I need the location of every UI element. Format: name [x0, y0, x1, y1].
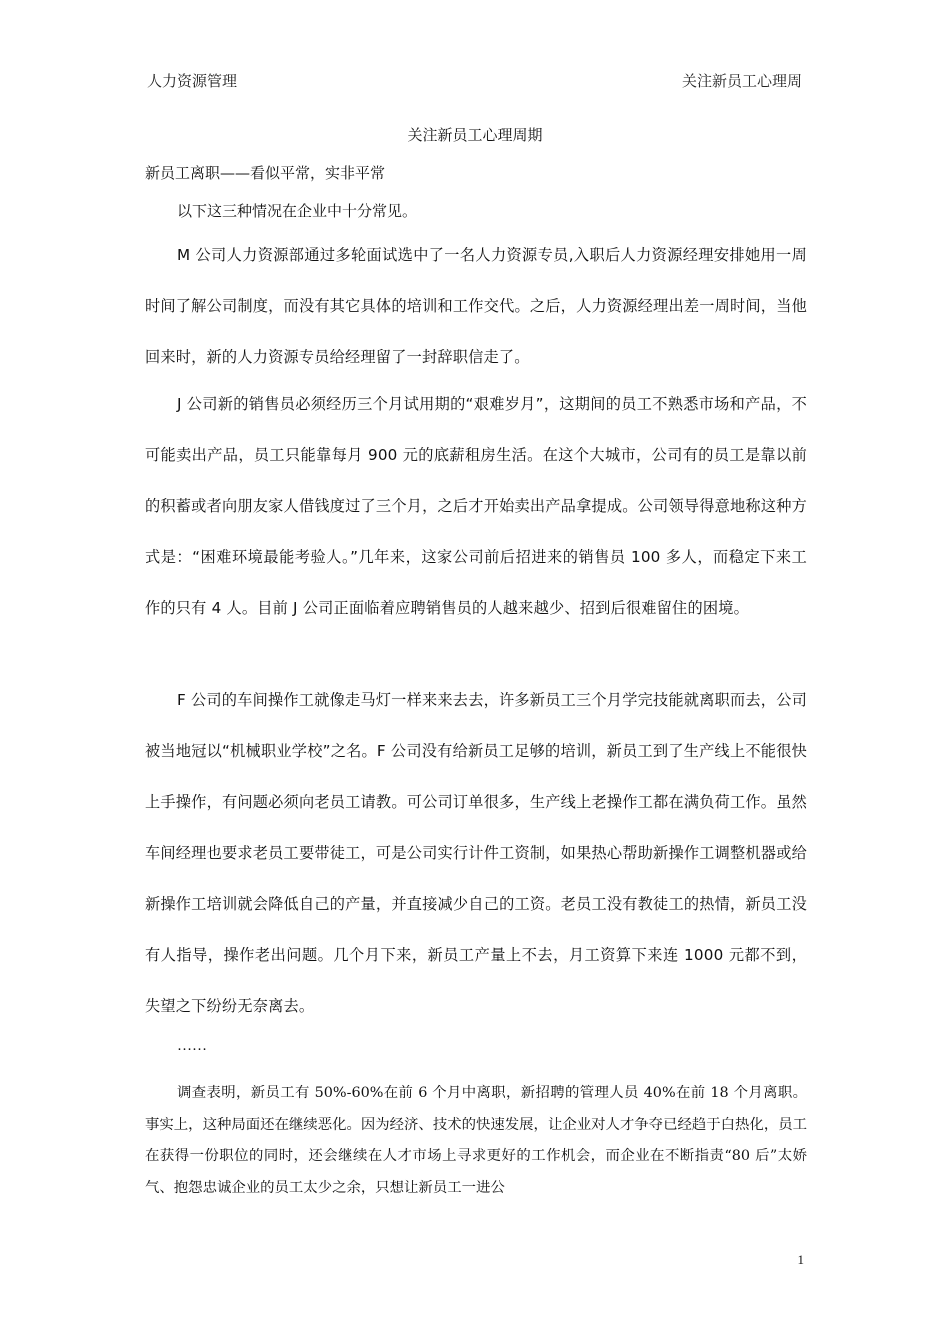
page-number: 1	[797, 1252, 804, 1267]
doc-subtitle: 新员工离职——看似平常，实非平常	[145, 164, 386, 182]
doc-title: 关注新员工心理周期	[407, 126, 543, 144]
header-right: 关注新员工心理周	[681, 72, 802, 90]
ellipsis: ……	[177, 1038, 207, 1054]
paragraph-case-m: M 公司人力资源部通过多轮面试选中了一名人力资源专员,入职后人力资源经理安排她用一周时间了解公司制度，而没有其它具体的培训和工作交代。之后，人力资源经理出差一周时间，当他回来时，新的人力资源专员给经理留了一封辞职信走了。	[145, 246, 807, 366]
paragraph-case-f: F 公司的车间操作工就像走马灯一样来来去去，许多新员工三个月学完技能就离职而去，公司被当地冠以“机械职业学校”之名。F 公司没有给新员工足够的培训，新员工到了生产线上不能很快上手操作，有问题必须向老员工请教。可公司订单很多，生产线上老操作工都在满负荷工作。虽然车间经理也要求老员工要带徒工，可是公司实行计件工资制，如果热心帮助新操作工调整机器或给新操作工培训就会降低自己的产量，并直接减少自己的工资。老员工没有教徒工的热情，新员工没有人指导，操作老出问题。几个月下来，新员工产量上不去，月工资算下来连 1000 元都不到，失望之下纷纷无奈离去。	[145, 691, 807, 1015]
header-left: 人力资源管理	[147, 72, 238, 90]
paragraph-case-j: J 公司新的销售员必须经历三个月试用期的“艰难岁月”，这期间的员工不熟悉市场和产品，不可能卖出产品，员工只能靠每月 900 元的底薪租房生活。在这个大城市，公司有的员工是靠以前的积蓄或者向朋友家人借钱度过了三个月，之后才开始卖出产品拿提成。公司领导得意地称这种方式是：“困难环境最能考验人。”几年来，这家公司前后招进来的销售员 100 多人，而稳定下来工作的只有 4 人。目前 J 公司正面临着应聘销售员的人越来越少、招到后很难留住的困境。	[145, 395, 807, 617]
paragraph-survey: 调查表明，新员工有 50%-60%在前 6 个月中离职，新招聘的管理人员 40%在前 18 个月离职。事实上，这种局面还在继续恶化。因为经济、技术的快速发展，让企业对人才争夺已经趋于白热化，员工在获得一份职位的同时，还会继续在人才市场上寻求更好的工作机会，而企业在不断指责“80 后”太娇气、抱怨忠诚企业的员工太少之余，只想让新员工一进公	[145, 1085, 807, 1196]
intro-line: 以下这三种情况在企业中十分常见。	[177, 202, 418, 220]
